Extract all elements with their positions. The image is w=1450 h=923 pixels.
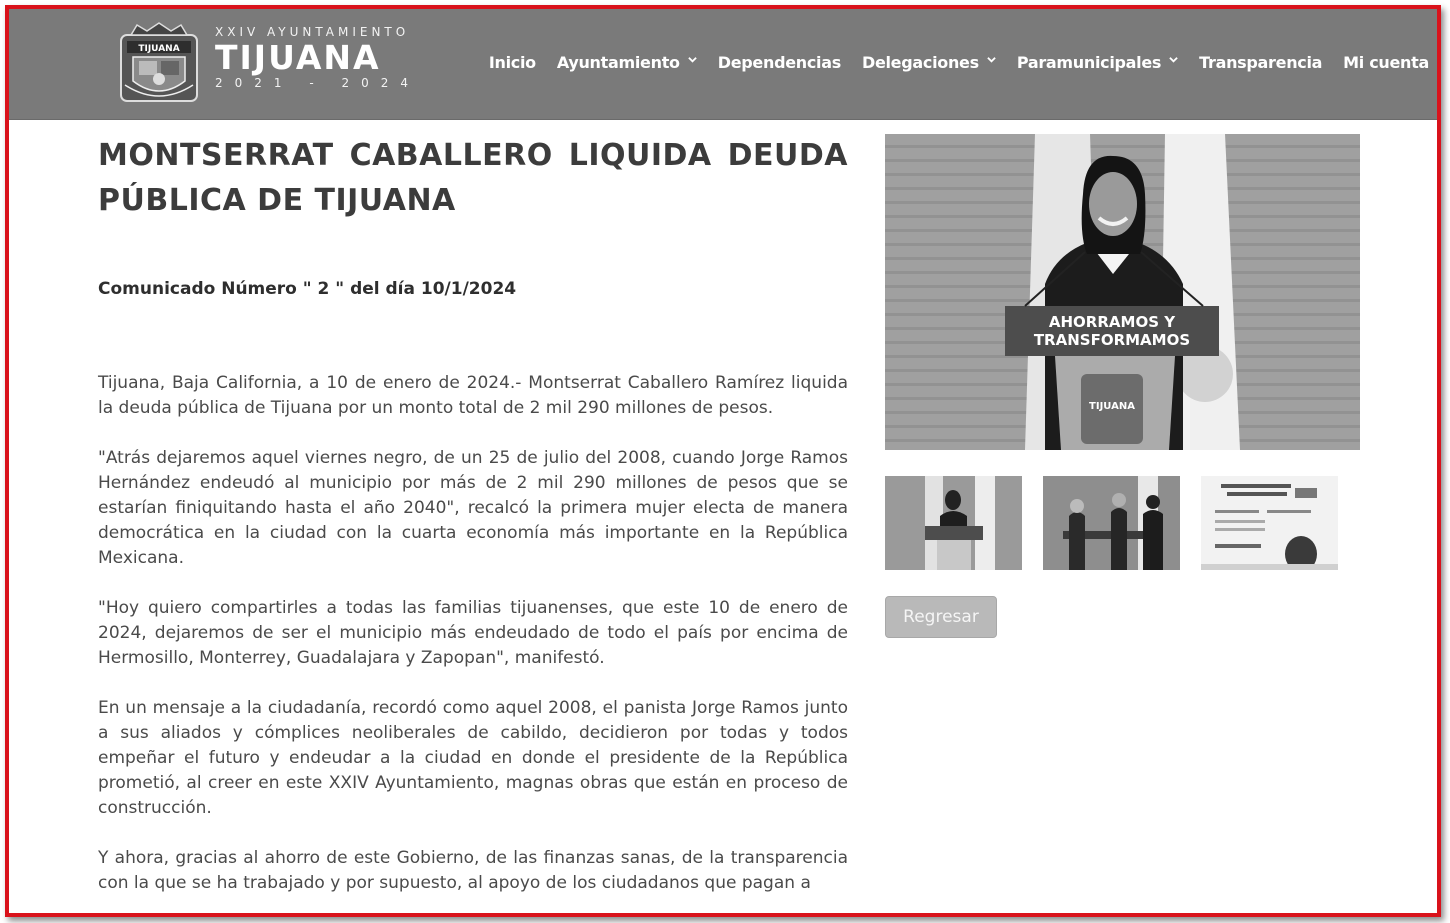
- banner-line-2: TRANSFORMAMOS: [1033, 331, 1191, 349]
- thumbnail-strip: [885, 476, 1359, 570]
- logo-wordmark[interactable]: [215, 25, 420, 90]
- nav-item-label: Inicio: [488, 53, 536, 72]
- header-bar: [9, 9, 1437, 120]
- article-title: MONTSERRAT CABALLERO LIQUIDA DEUDA PÚBLICA DE TIJUANA: [98, 138, 848, 218]
- thumbnail-3[interactable]: [1201, 476, 1338, 570]
- nav-item-paramunicipales[interactable]: [1017, 53, 1178, 72]
- main-nav: [468, 53, 1429, 72]
- back-button[interactable]: Regresar: [885, 596, 997, 638]
- nav-item-inicio[interactable]: [489, 53, 536, 72]
- thumbnail-2[interactable]: [1043, 476, 1180, 570]
- paragraph: "Hoy quiero compartirles a todas las familias tijuanenses, que este 10 de enero de 2024, dejaremos de ser el municipio más endeudado de todo el país por encima de Hermosillo, Monterrey, Guadalajara y Zapopan", manifestó.: [98, 598, 848, 668]
- nav-item-ayuntamiento[interactable]: [557, 53, 697, 72]
- nav-item-label: Delegaciones: [861, 53, 979, 72]
- nav-item-label: Paramunicipales: [1016, 53, 1162, 72]
- main-photo[interactable]: [885, 134, 1360, 450]
- nav-item-mi-cuenta[interactable]: [1343, 53, 1429, 72]
- speaker-photo: [885, 134, 1360, 450]
- article-body: [98, 371, 848, 896]
- logo-top-text: XXIV AYUNTAMIENTO: [215, 25, 410, 39]
- comunicado-line: Comunicado Número " 2 " del día 10/1/2024: [98, 279, 517, 299]
- paragraph: "Atrás dejaremos aquel viernes negro, de un 25 de julio del 2008, cuando Jorge Ramos Hernández endeudó al municipio por más de 2 mil 290 millones de pesos que se estarían finiquitando hasta el año 2040", recalcó la primera mujer electa de manera democrática en la ciudad con la cuarta economía más importante en la República Mexicana.: [98, 448, 848, 568]
- nav-item-dependencias[interactable]: [718, 53, 841, 72]
- chevron-down-icon: [987, 55, 996, 64]
- nav-item-label: Dependencias: [717, 53, 841, 72]
- chevron-down-icon: [688, 55, 697, 64]
- nav-item-delegaciones[interactable]: [862, 53, 996, 72]
- thumbnail-1[interactable]: [885, 476, 1022, 570]
- page-frame: [5, 5, 1441, 917]
- city-emblem-icon[interactable]: [117, 21, 201, 105]
- article: [98, 133, 848, 917]
- logo-main-text: TIJUANA: [215, 38, 381, 77]
- nav-item-label: Transparencia: [1199, 53, 1323, 72]
- nav-item-label: Mi cuenta: [1343, 53, 1429, 72]
- banner-line-1: AHORRAMOS Y: [1048, 313, 1176, 331]
- logo-years-text: 2021 - 2024: [215, 76, 421, 90]
- nav-item-label: Ayuntamiento: [556, 53, 680, 72]
- paragraph: Tijuana, Baja California, a 10 de enero de 2024.- Montserrat Caballero Ramírez liquida la deuda pública de Tijuana por un monto total de 2 mil 290 millones de pesos.: [98, 373, 848, 418]
- paragraph: Y ahora, gracias al ahorro de este Gobierno, de las finanzas sanas, de la transparencia con la que se ha trabajado y por supuesto, al apoyo de los ciudadanos que pagan a: [98, 848, 848, 893]
- chevron-down-icon: [1169, 55, 1178, 64]
- podium-label: TIJUANA: [1089, 401, 1135, 412]
- nav-item-transparencia[interactable]: [1199, 53, 1322, 72]
- paragraph: En un mensaje a la ciudadanía, recordó como aquel 2008, el panista Jorge Ramos junto a sus aliados y cómplices neoliberales de cabildo, decidieron por todas y todos empeñar el futuro y endeudar a la ciudad en donde el presidente de la República prometió, al creer en este XXIV Ayuntamiento, magnas obras que están en proceso de construcción.: [98, 698, 848, 818]
- emblem-label: TIJUANA: [138, 44, 180, 54]
